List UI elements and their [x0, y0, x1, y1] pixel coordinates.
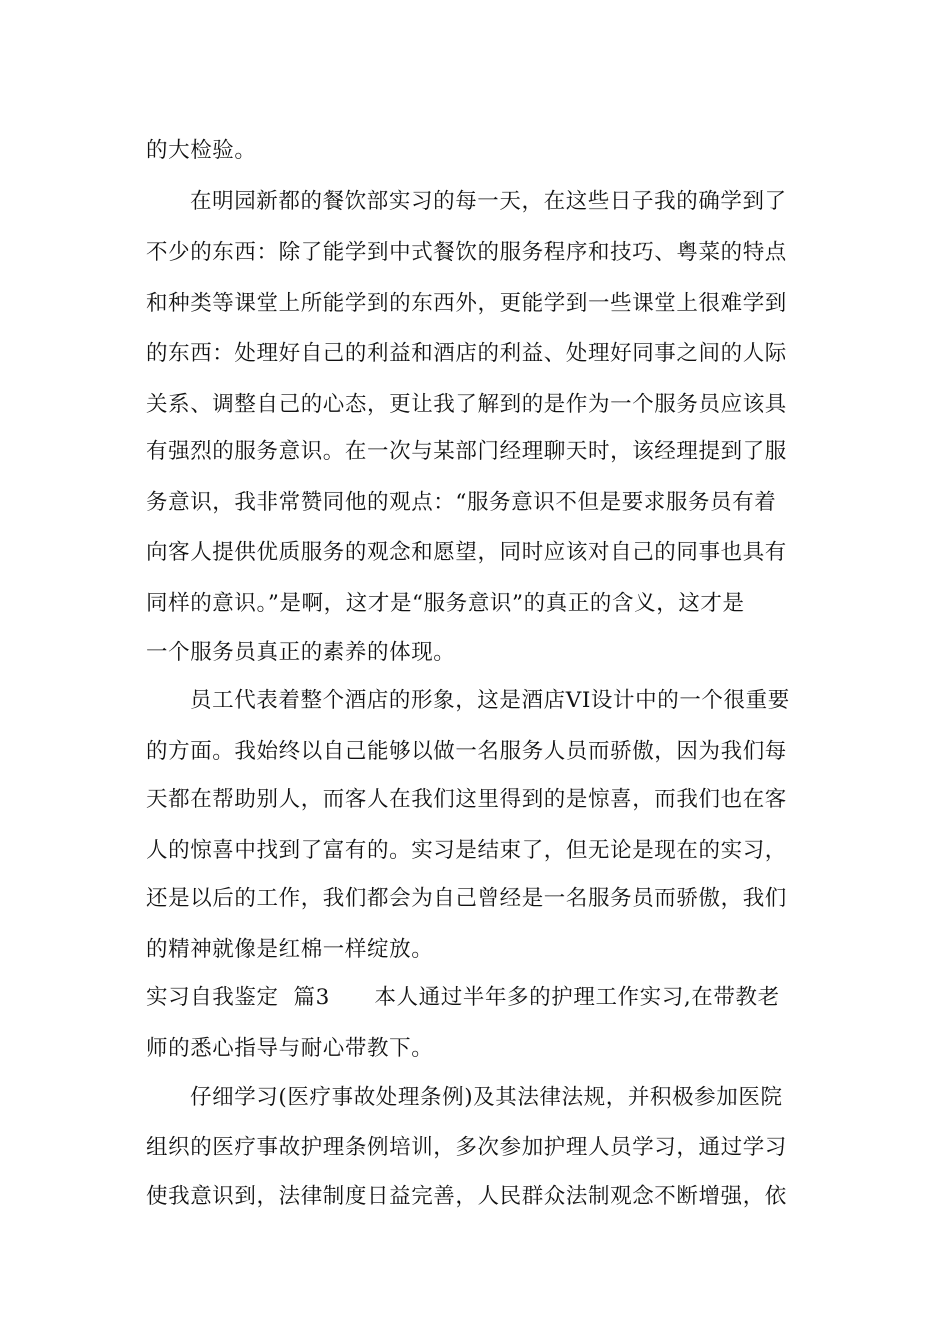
text-line: 的方面。我始终以自己能够以做一名服务人员而骄傲，因为我们每 — [146, 739, 787, 764]
text-line: 和种类等课堂上所能学到的东西外，更能学到一些课堂上很难学到 — [146, 291, 787, 316]
text-line: 有强烈的服务意识。在一次与某部门经理聊天时，该经理提到了服 — [146, 439, 787, 464]
text-line: 天都在帮助别人，而客人在我们这里得到的是惊喜，而我们也在客 — [146, 787, 787, 812]
text-line: 还是以后的工作，我们都会为自己曾经是一名服务员而骄傲，我们 — [146, 886, 787, 911]
section-heading-line: 实习自我鉴定 篇3 本人通过半年多的护理工作实习,在带教老 — [146, 985, 780, 1010]
text-line: 在明园新都的餐饮部实习的每一天，在这些日子我的确学到了 — [190, 189, 787, 214]
text-line: 员工代表着整个酒店的形象，这是酒店VI设计中的一个很重要 — [190, 688, 790, 713]
text-line: 使我意识到，法律制度日益完善，人民群众法制观念不断增强，依 — [146, 1184, 787, 1209]
text-line: 组织的医疗事故护理条例培训，多次参加护理人员学习，通过学习 — [146, 1135, 787, 1160]
text-line: 人的惊喜中找到了富有的。实习是结束了，但无论是现在的实习， — [146, 838, 787, 863]
text-line: 关系、调整自己的心态，更让我了解到的是作为一个服务员应该具 — [146, 392, 787, 417]
text-line: 务意识，我非常赞同他的观点：“服务意识不但是要求服务员有着 — [146, 490, 777, 515]
text-line: 一个服务员真正的素养的体现。 — [146, 640, 456, 665]
text-line: 的精神就像是红棉一样绽放。 — [146, 937, 434, 962]
text-line: 不少的东西：除了能学到中式餐饮的服务程序和技巧、粤菜的特点 — [146, 240, 787, 265]
text-line: 同样的意识。”是啊，这才是“服务意识”的真正的含义，这才是 — [146, 591, 745, 616]
text-line: 师的悉心指导与耐心带教下。 — [146, 1036, 434, 1061]
text-line: 向客人提供优质服务的观念和愿望，同时应该对自己的同事也具有 — [146, 540, 787, 565]
text-line: 仔细学习(医疗事故处理条例)及其法律法规，并积极参加医院 — [190, 1085, 783, 1110]
text-line: 的东西：处理好自己的利益和酒店的利益、处理好同事之间的人际 — [146, 341, 787, 366]
text-line: 的大检验。 — [146, 138, 257, 163]
